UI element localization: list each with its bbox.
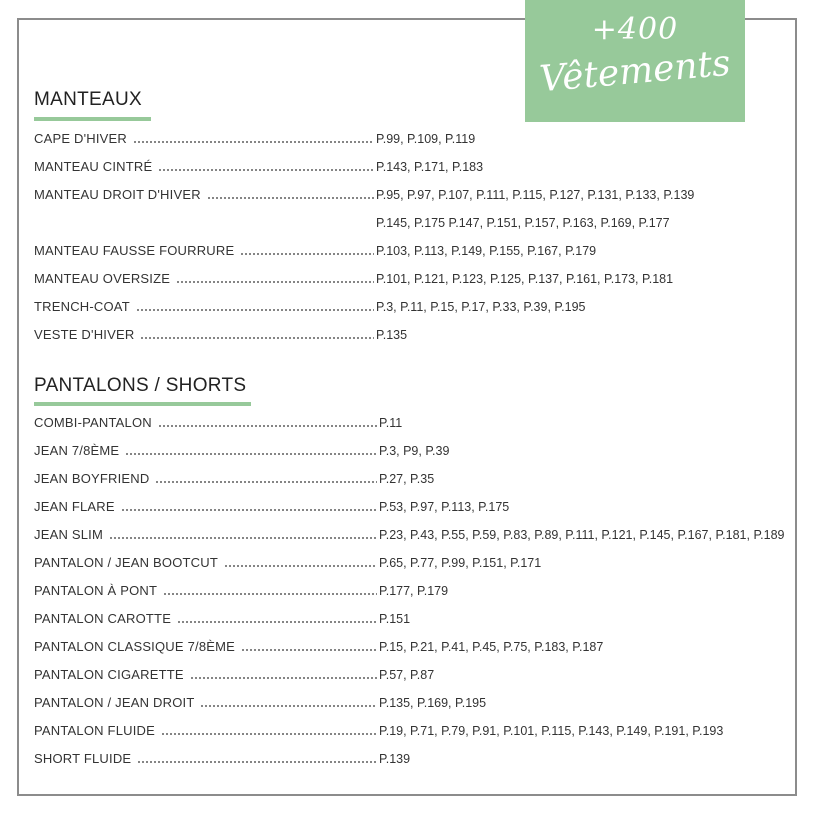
item-name: PANTALON FLUIDE (34, 723, 155, 738)
item-name: CAPE D'HIVER (34, 131, 128, 146)
item-name: SHORT FLUIDE (34, 751, 132, 766)
index-list-pantalons-shorts (34, 415, 804, 779)
item-name: COMBI-PANTALON (34, 415, 152, 430)
page-references: P.57, P.87 (379, 668, 435, 682)
page-references: P.135, P.169, P.195 (379, 696, 487, 710)
index-row (34, 723, 804, 751)
index-row (34, 299, 804, 327)
index-row (34, 667, 804, 695)
page-references: P.101, P.121, P.123, P.125, P.137, P.161, P.173, P.181 (376, 272, 674, 286)
item-name: MANTEAU CINTRÉ (34, 159, 153, 174)
index-row (34, 159, 804, 187)
dot-leader (207, 197, 374, 199)
page-references: P.15, P.21, P.41, P.45, P.75, P.183, P.187 (379, 640, 604, 654)
page-references: P.143, P.171, P.183 (376, 160, 484, 174)
item-name: PANTALON CAROTTE (34, 611, 172, 626)
dot-leader (190, 677, 377, 679)
badge-count: +400 (591, 12, 679, 47)
page-references: P.103, P.113, P.149, P.155, P.167, P.179 (376, 244, 597, 258)
clothing-count-badge (525, 0, 745, 122)
item-name: PANTALON À PONT (34, 583, 158, 598)
dot-leader (136, 309, 374, 311)
index-row (34, 555, 804, 583)
index-row (34, 187, 804, 215)
index-row (34, 415, 804, 443)
page-references: P.27, P.35 (379, 472, 435, 486)
index-row (34, 527, 804, 555)
item-name: PANTALON / JEAN DROIT (34, 695, 195, 710)
item-name: PANTALON CLASSIQUE 7/8ÈME (34, 639, 236, 654)
item-name: PANTALON / JEAN BOOTCUT (34, 555, 218, 570)
index-row (34, 327, 804, 355)
index-row (34, 499, 804, 527)
page-references: P.145, P.175 P.147, P.151, P.157, P.163, P.169, P.177 (376, 216, 670, 230)
dot-leader (158, 169, 374, 171)
item-name: TRENCH-COAT (34, 299, 130, 314)
dot-leader (241, 649, 377, 651)
item-name: MANTEAU DROIT D'HIVER (34, 187, 201, 202)
dot-leader (176, 281, 374, 283)
index-row (34, 243, 804, 271)
page-references: P.99, P.109, P.119 (376, 132, 476, 146)
dot-leader (224, 565, 377, 567)
page-references: P.177, P.179 (379, 584, 449, 598)
dot-leader (240, 253, 374, 255)
index-row (34, 695, 804, 723)
index-row (34, 271, 804, 299)
dot-leader (163, 593, 377, 595)
index-row (34, 583, 804, 611)
index-row (34, 639, 804, 667)
item-name: PANTALON CIGARETTE (34, 667, 184, 682)
dot-leader (161, 733, 377, 735)
page-references: P.65, P.77, P.99, P.151, P.171 (379, 556, 542, 570)
page-references: P.23, P.43, P.55, P.59, P.83, P.89, P.111, P.121, P.145, P.167, P.181, P.189 (379, 528, 785, 542)
index-row (34, 751, 804, 779)
dot-leader (155, 481, 377, 483)
index-row (34, 471, 804, 499)
section-underline (34, 402, 251, 406)
dot-leader (158, 425, 377, 427)
section-title-pantalons-shorts: PANTALONS / SHORTS (34, 375, 247, 396)
section-underline (34, 117, 151, 121)
badge-word: Vêtements (537, 42, 733, 101)
section-title-manteaux: MANTEAUX (34, 89, 142, 110)
page-references: P.3, P.11, P.15, P.17, P.33, P.39, P.195 (376, 300, 586, 314)
item-name: JEAN BOYFRIEND (34, 471, 150, 486)
dot-leader (133, 141, 374, 143)
page-references: P.19, P.71, P.79, P.91, P.101, P.115, P.143, P.149, P.191, P.193 (379, 724, 724, 738)
index-row (34, 215, 804, 243)
dot-leader (121, 509, 377, 511)
index-row (34, 131, 804, 159)
page-references: P.151 (379, 612, 411, 626)
dot-leader (137, 761, 377, 763)
index-row (34, 443, 804, 471)
dot-leader (200, 705, 377, 707)
page-references: P.95, P.97, P.107, P.111, P.115, P.127, P.131, P.133, P.139 (376, 188, 695, 202)
page-references: P.3, P9, P.39 (379, 444, 450, 458)
page-references: P.139 (379, 752, 411, 766)
item-name: JEAN SLIM (34, 527, 103, 542)
item-name: VESTE D'HIVER (34, 327, 135, 342)
dot-leader (109, 537, 377, 539)
dot-leader (125, 453, 377, 455)
page-references: P.135 (376, 328, 408, 342)
index-row (34, 611, 804, 639)
index-list-manteaux (34, 131, 804, 355)
item-name: JEAN 7/8ÈME (34, 443, 120, 458)
item-name: MANTEAU FAUSSE FOURRURE (34, 243, 235, 258)
dot-leader (177, 621, 377, 623)
dot-leader (140, 337, 374, 339)
item-name: JEAN FLARE (34, 499, 115, 514)
item-name: MANTEAU OVERSIZE (34, 271, 171, 286)
page-references: P.53, P.97, P.113, P.175 (379, 500, 510, 514)
page-references: P.11 (379, 416, 403, 430)
